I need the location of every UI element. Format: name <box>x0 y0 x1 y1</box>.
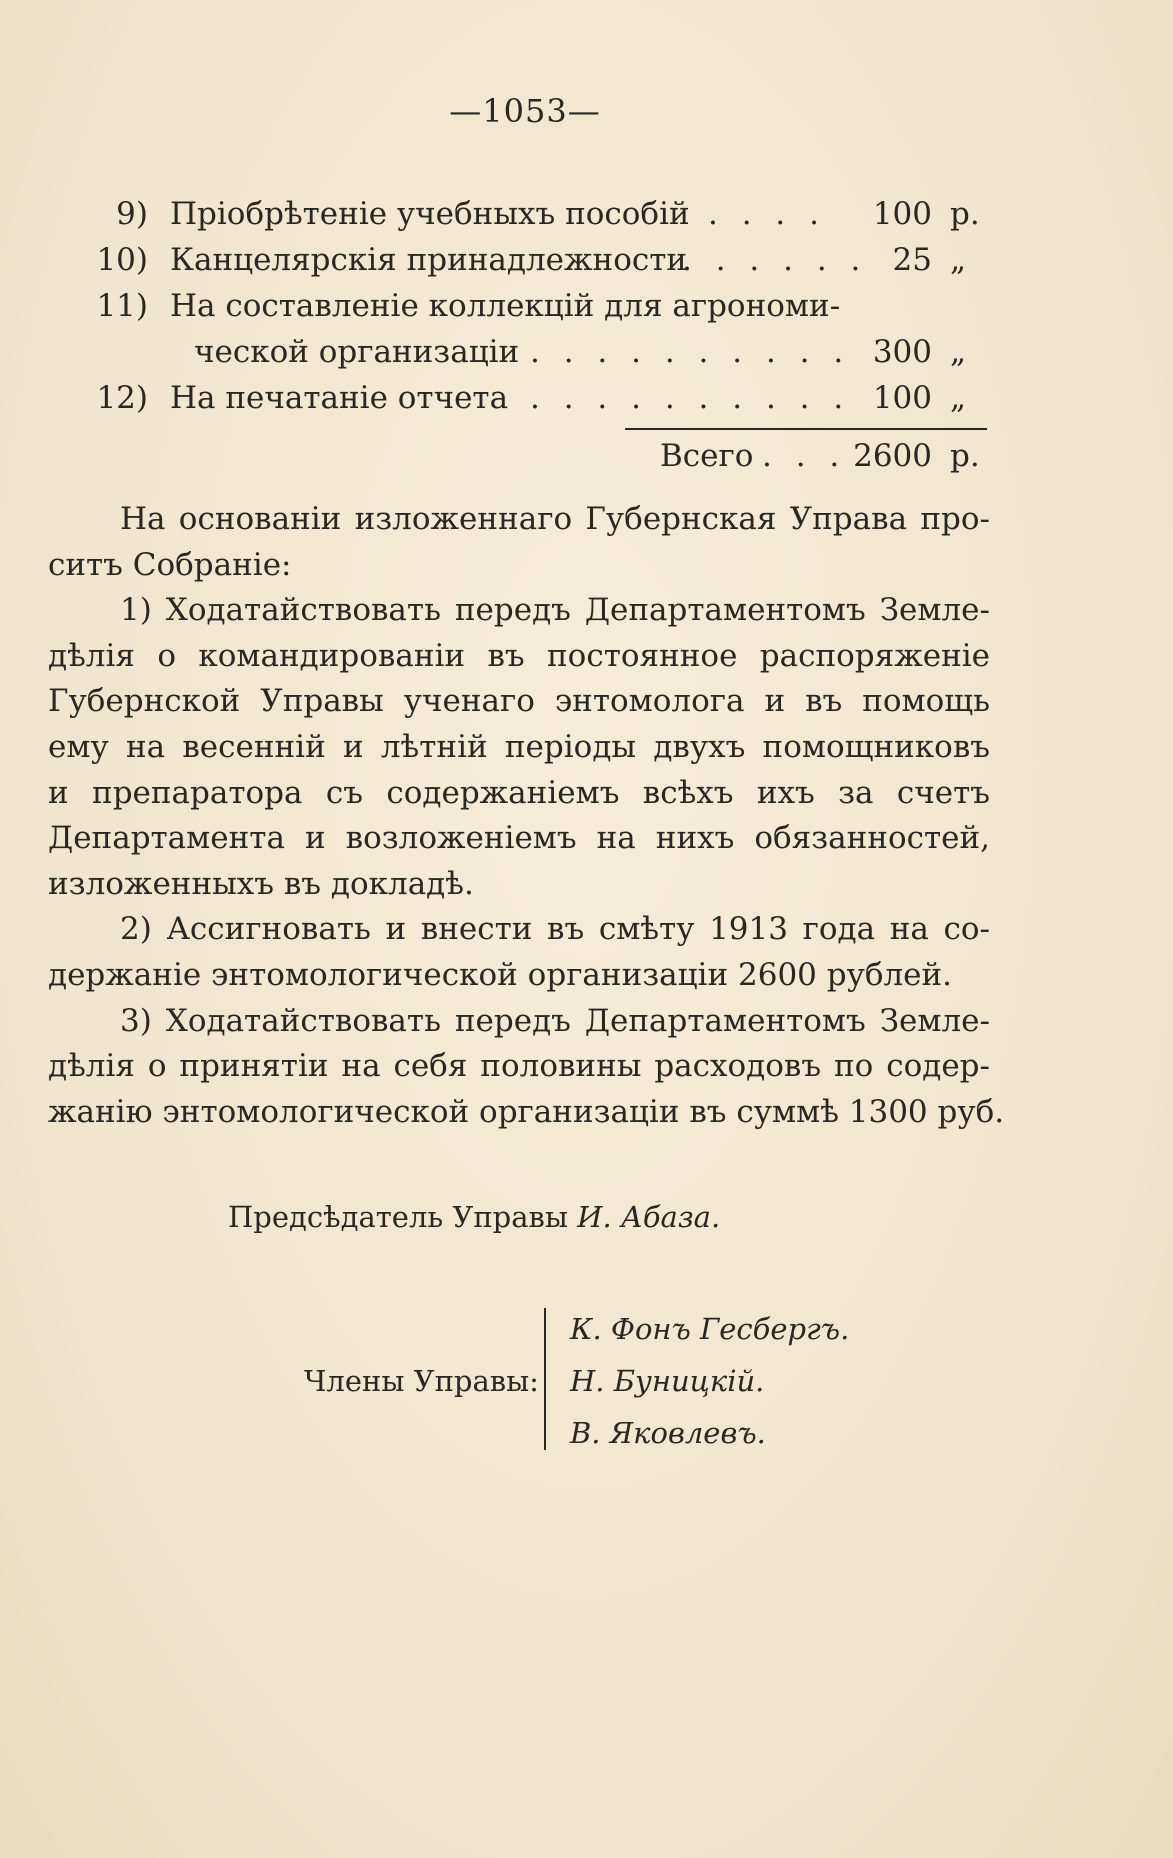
item-unit: „ <box>950 242 967 278</box>
expense-item <box>0 380 1173 424</box>
member-name: Н. Буницкій. <box>570 1364 765 1398</box>
expense-item <box>0 196 1173 240</box>
text-line: жанію энтомологической организаціи въ суммѣ 1300 руб. <box>48 1093 1005 1130</box>
text-line: 3) Ходатайствовать передъ Департаментомъ Земле- <box>120 1002 990 1039</box>
member-name: В. Яковлевъ. <box>570 1416 766 1450</box>
item-amount: 100 <box>872 196 932 232</box>
item-amount: 100 <box>872 380 932 416</box>
expense-item <box>0 334 1173 378</box>
chairman-line <box>228 1200 720 1234</box>
total-amount: 2600 <box>853 438 932 474</box>
item-text: ческой организаціи <box>194 334 520 370</box>
text-line: Губернской Управы ученаго энтомолога и въ помощь <box>48 683 990 720</box>
members-brace <box>544 1308 558 1450</box>
item-leader-dots: . . . . <box>708 196 826 232</box>
item-leader-dots: . . . . . . . . . . <box>530 380 851 416</box>
text-line: изложенныхъ въ докладѣ. <box>48 865 474 902</box>
text-line: дѣлія о командированіи въ постоянное распоряженіе <box>48 637 990 674</box>
body-text <box>48 497 1005 1135</box>
item-leader-dots: . . . . . . . . . . <box>530 334 851 370</box>
text-line: 2) Ассигновать и внести въ смѣту 1913 года на со- <box>120 911 990 948</box>
item-number: 11) <box>96 288 148 324</box>
text-line: держаніе энтомологической организаціи 2600 рублей. <box>48 956 953 993</box>
item-amount: 25 <box>892 242 932 278</box>
item-amount: 300 <box>872 334 932 370</box>
members-label: Члены Управы: <box>304 1364 539 1398</box>
item-number: 9) <box>116 196 148 232</box>
text-line: 1) Ходатайствовать передъ Департаментомъ Земле- <box>120 592 990 629</box>
item-unit: „ <box>950 380 967 416</box>
text-line: На основаніи изложеннаго Губернская Управа про- <box>120 501 990 537</box>
text-line: ситъ Собраніе: <box>48 546 292 583</box>
chairman-name: И. Абаза. <box>577 1200 721 1234</box>
total-row <box>0 438 1173 482</box>
expense-item <box>0 288 1173 332</box>
text-line: дѣлія о принятіи на себя половины расходовъ по содер- <box>48 1048 990 1085</box>
chairman-title: Предсѣдатель Управы <box>228 1200 568 1234</box>
text-line: Департамента и возложеніемъ на нихъ обязанностей, <box>48 820 990 857</box>
item-leader-dots: . . . . . . <box>682 242 868 278</box>
item-unit: „ <box>950 334 967 370</box>
expense-item <box>0 242 1173 286</box>
item-text: На печатаніе отчета <box>170 380 509 416</box>
item-number: 12) <box>96 380 148 416</box>
item-text: Пріобрѣтеніе учебныхъ пособій <box>170 196 690 232</box>
item-text: На составленіе коллекцій для агрономи- <box>170 288 841 324</box>
member-name: К. Фонъ Гесбергъ. <box>570 1312 850 1346</box>
item-unit: р. <box>950 196 980 232</box>
total-dots: . . . <box>762 438 847 474</box>
page-number: —1053— <box>449 92 601 130</box>
text-line: ему на весенній и лѣтній періоды двухъ помощниковъ <box>48 728 990 765</box>
total-label: Всего <box>660 438 754 474</box>
text-line: и препаратора съ содержаніемъ всѣхъ ихъ за счетъ <box>48 774 990 811</box>
total-rule <box>625 428 987 430</box>
item-number: 10) <box>96 242 148 278</box>
total-unit: р. <box>950 438 980 474</box>
item-text: Канцелярскія принадлежности <box>170 242 688 278</box>
